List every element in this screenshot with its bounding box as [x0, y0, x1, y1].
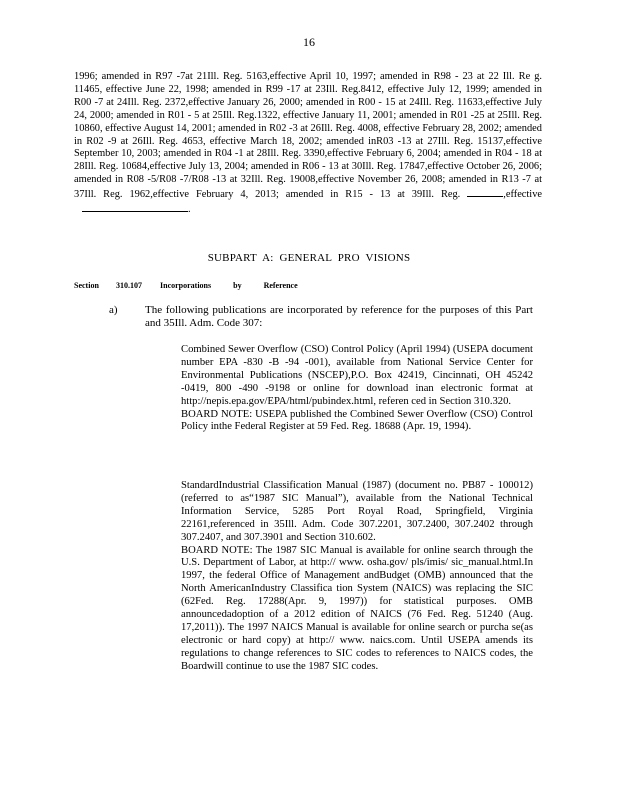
section-number: 310.107 — [116, 281, 142, 290]
amendment-history-text: 1996; amended in R97 -7at 21Ill. Reg. 5163,effective April 10, 1997; amended in R98 - 23 at 22 Ill. Re g. 11465, effective June 22, 1998; amended in R99 -17 at 23Ill. Reg.8412, effective July 12, 1999; amended in R00 -7 at 24Ill. Reg. 2372,effective January 26, 2000; amended in R00 - 15 at 24Ill. Reg. 11633,effective July 24, 2000; amended in R01 - 5 at 25Ill. Reg.1322, effective January 11, 2001; amended in R01 -25 at 25Ill. Reg. 10860, effective August 14, 2001; amended in R02 -3 at 26Ill. Reg. 4008, effective February 28, 2002; amended in R02 -9 at 26Ill. Reg. 4653, effective March 18, 2002; amended inR03 -13 at 27Ill. Reg. 15137,effective September 10, 2003; amended in R04 -1 at 28Ill. Reg. 3390,effective February 6, 2004; amended in R04 - 18 at 28Ill. Reg. 10684,effective July 13, 2004; amended in R06 - 13 at 30Ill. Reg. 17847,effective October 26, 2006; amended in R08 -5/R08 -7/R08 -13 at 32Ill. Reg. 19008,effective November 26, 2008; amended in R13 -7 at 37Ill. Reg. 1962,effective February 4, 2013; amended in R15 - 13 at 39Ill. Reg. — [74, 71, 542, 201]
section-title: Incorporations by Reference — [160, 281, 298, 290]
blank-line-effective-date — [82, 202, 188, 212]
section-heading — [74, 281, 298, 290]
publication-sic-manual — [181, 480, 533, 674]
publication-body: StandardIndustrial Classification Manual (1987) (document no. PB87 - 100012) (referred to as“1987 SIC Manual”), available from the National Technical Information Service, 5285 Port Royal Road, Springfield, Virginia 22161,referenced in 35Ill. Adm. Code 307.2201, 307.2400, 307.2402 through 307.2407, and 307.3901 and Section 310.602. — [181, 480, 533, 543]
effective-label: ,effective — [503, 189, 542, 201]
subpart-heading: SUBPART A: GENERAL PRO VISIONS — [207, 252, 411, 264]
item-a-text: The following publications are incorporated by reference for the purposes of this Part and 35Ill. Adm. Code 307: — [145, 304, 533, 329]
publication-cso-policy — [181, 344, 533, 434]
board-note: BOARD NOTE: USEPA published the Combined Sewer Overflow (CSO) Control Policy inthe Federal Register at 59 Fed. Reg. 18688 (Apr. 19, 1994). — [181, 408, 533, 433]
page-number: 16 — [303, 35, 315, 49]
section-label: Section — [74, 281, 99, 290]
item-a-label: a) — [109, 304, 118, 316]
history-end-period: . — [188, 204, 191, 216]
blank-line-register-page — [467, 187, 503, 197]
board-note: BOARD NOTE: The 1987 SIC Manual is available for online search through the U.S. Department of Labor, at http:// www. osha.gov/ pls/imis/ sic_manual.html.In 1997, the federal Office of Management andBudget (OMB) announced that the North AmericanIndustry Classifica tion System (NAICS) was replacing the SIC (62Fed. Reg. 17288(Apr. 9, 1997)) for statistical purposes. OMB announcedadoption of a 2012 edition of NAICS (76 Fed. Reg. 51240 (Aug. 17,2011)). The 1997 NAICS Manual is available for online search or purcha se(as electronic or hard copy) at http:// www. naics.com. Until USEPA amends its regulations to change references to SIC codes to references to NAICS codes, the Boardwill continue to use the 1987 SIC codes. — [181, 544, 533, 672]
publication-body: Combined Sewer Overflow (CSO) Control Policy (April 1994) (USEPA document number EPA -830 -B -94 -001), available from National Service Center for Environmental Publications (NSCEP),P.O. Box 42419, Cincinnati, OH 45242 -0419, 800 -490 -9198 or online for download inan electronic format at http://nepis.epa.gov/EPA/html/pubindex.html, referen ced in Section 310.320. — [181, 344, 533, 407]
amendment-history — [74, 71, 542, 217]
